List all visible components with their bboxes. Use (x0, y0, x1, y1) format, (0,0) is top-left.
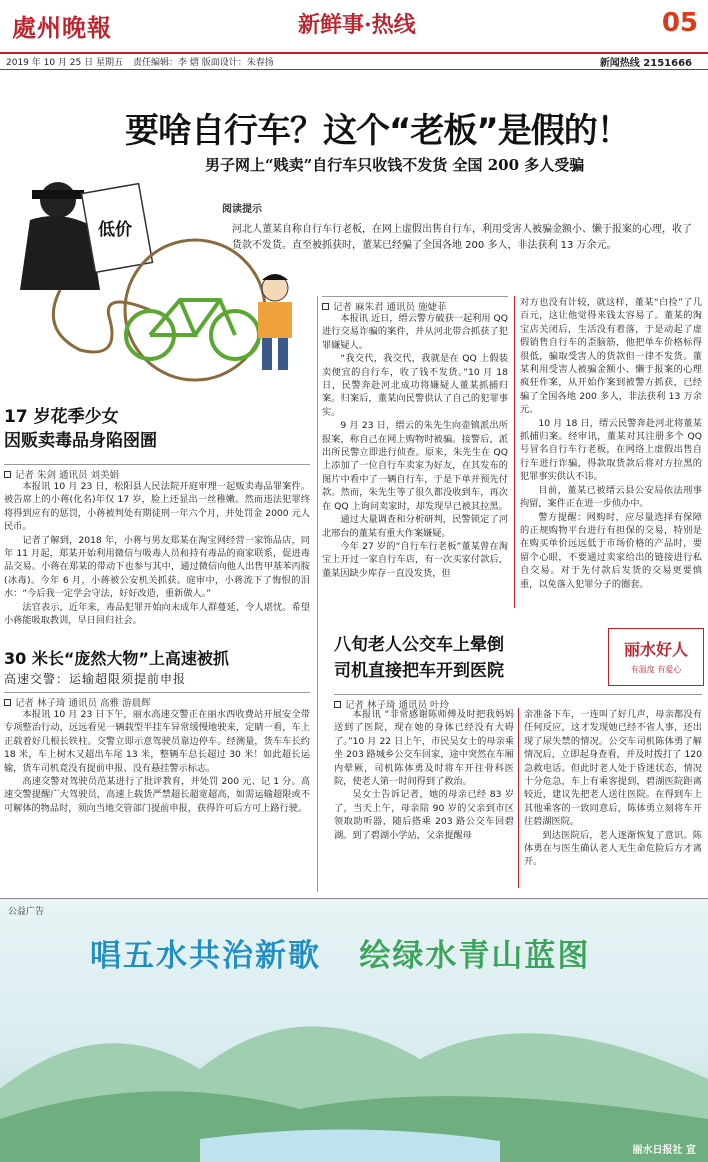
truck-headline: 30 米长“庞然大物”上高速被抓 (4, 649, 229, 668)
main-story-col2: 对方也没有计较，就这样，董某“白捡”了几百元，这让他觉得来钱太容易了。董某的淘宝店关闭后，生活没有着落，于是动起了虚假销售自行车的歪脑筋，他把单车价格标得很低，骗取受害人的货款但一律不发货。董某利用受害人被骗金额小、懒于报案的心理疯狂作案，从开始作案到被警方抓获，已经骗了全国各地 200 多人，非法获利 13 万余元。 10 月 18 日，缙云民警奔赴河北将董某抓捕归案。经审讯，董某对其注册多个 QQ 号冒名自行车行老板，在网络上虚假出售自行车进行诈骗，得款取货款后将对方拉黑的犯罪事实供认不讳。 目前，董某已被缙云县公安局依法刑事拘留，案件正在进一步侦办中。 警方提醒：网购时，应尽量选择有保障的正规购物平台进行有担保的交易，特别是在购买单价远远低于市场价格的产品时，要留个心眼，不要通过卖家给出的链接进行私自交易。对于先付款后发货的交易更要慎重，以免落入犯罪分子的圈套。 (520, 297, 702, 590)
meta-bar (0, 52, 708, 70)
main-subhead: 男子网上“贱卖”自行车只收钱不发货 全国 200 多人受骗 (205, 156, 585, 174)
teen-headline-2: 因贩卖毒品身陷囹圄 (4, 431, 157, 451)
section-divider (317, 296, 318, 892)
price-sign-text: 低价 (98, 220, 132, 240)
ad-slogan (90, 930, 590, 975)
lead-text: 河北人董某自称自行车行老板，在网上虚假出售自行车，利用受害人被骗金额小、懒于报案的心理，收了货款不发货。直至被抓获时，董某已经骗了全国各地 200 多人，非法获利 13 万余元。 (232, 224, 692, 251)
main-headline: 要啥自行车？这个“老板”是假的！ (125, 111, 630, 151)
byline-box-icon (4, 699, 11, 706)
page-number: 05 (661, 8, 698, 38)
badge-title: 丽水好人 (623, 640, 688, 659)
newspaper-logo: 處州晚報 (12, 13, 112, 42)
main-byline: 记者 麻朱君 通讯员 施婕菲 (322, 296, 508, 313)
victim-figure (240, 270, 310, 380)
landscape-illustration (0, 969, 708, 1162)
good-person-badge (608, 628, 704, 686)
bus-headline-1: 八旬老人公交车上晕倒 (334, 635, 504, 655)
issue-date: 2019 年 10 月 25 日 星期五 (6, 58, 123, 68)
truck-story-body: 本报讯 10 月 23 日下午，丽水高速交警正在丽水西收费站开展安全带专项整治行动，远远看见一辆载型半挂车异常缓慢地驶来，定睛一看，车上正载着好几根长铁柱。交警立即示意驾驶员靠边停车。经测量，货车车长约 18 米，车上树木又超出车尾 13 米，整辆车总长超过 30 米！如此超长运输，货车司机竟没有提前申报、没有悬挂警示标志。 高速交警对驾驶员范某进行了批评教育，并处罚 200 元、记 1 分。高速交警提醒广大驾驶员，高速上载货严禁超长超宽超高，如需运输超限或不可解体的物品时，须向当地交管部门提前申报，获得许可后方可上路行驶。 (4, 709, 310, 814)
truck-byline: 记者 林子琦 通讯员 高雅 游晨辉 (4, 692, 310, 709)
column-rule (514, 296, 515, 608)
teen-story-body: 本报讯 10 月 23 日，松阳县人民法院开庭审理一起贩卖毒品罪案件。被告席上的小蒋(化名)年仅 17 岁，脸上还显出一丝稚嫩。然而违法犯罪终将得到应有的惩罚，小蒋被判处有期徒刑一年六个月，并处罚金 2000 元人民币。 记者了解到，2018 年，小蒋与男友郑某在淘宝网经营一家饰品店，同年 11 月起，郑某开始利用微信与吸毒人员和持有毒品的商家联系，促进毒品交易。小蒋在郑某的带动下也参与其中，通过微信向他人出售甲基苯丙胺(冰毒)。今年 6 月，小蒋被公安机关抓获。庭审中，小蒋流下了悔恨的泪水：“今后我一定学会守法，好好改造，重新做人。” 法官表示，近年来，毒品犯罪开始向未成年人群蔓延，令人堪忧。希望小蒋能吸取教训，早日回归社会。 (4, 481, 310, 627)
editors-credit: 责任编辑：李 熠 版面设计：朱春扬 (132, 58, 274, 68)
ad-label: 公益广告 (8, 907, 45, 917)
ad-credit: 丽水日报社 宣 (632, 1145, 696, 1156)
bus-story-col2: 亲准备下车，一连叫了好几声，母亲都没有任何反应，这才发现她已经不省人事，还出现了尿失禁的情况。公交车司机陈体勇了解情况后，立即起身查看，并及时拨打了 120 急救电话。但此时老人处于昏迷状态，情况十分危急，车上有乘客提到，碧湖医院距离较近，建议先把老人送往医院。在得到车上其他乘客的一致同意后，陈体勇立刻将车开往碧湖医院。 到达医院后，老人逐渐恢复了意识。陈体勇在与医生确认老人无生命危险后方才离开。 (524, 709, 702, 868)
column-rule (518, 708, 519, 888)
byline-box-icon (334, 701, 341, 708)
lead-label: 阅读提示 (222, 204, 262, 215)
rope-lasso (53, 290, 150, 352)
teen-byline: 记者 朱剑 通讯员 刘美娟 (4, 464, 310, 481)
byline-box-icon (322, 303, 329, 310)
news-hotline: 新闻热线 2151666 (599, 58, 692, 69)
ad-slogan-part-b: 绘绿水青山蓝图 (359, 938, 591, 974)
bus-headline-2: 司机直接把车开到医院 (334, 661, 504, 681)
main-story-col1: 本报讯 近日，缙云警方破获一起利用 QQ 进行交易诈骗的案件，并从河北带合抓获了犯罪嫌疑人。 “我交代，我交代，我就是在 QQ 上假装卖便宜的自行车，收了钱不发货。”10 月 18 日，民警奔赴河北成功将嫌疑人董某抓捕归案。归案后，董某向民警供认了自己的犯罪事实。 9 月 23 日，缙云的朱先生向壶镇派出所报案，称自己在网上购物时被骗。接警后，派出所民警立即进行侦查。原来，朱先生在 QQ 上添加了一位自行车卖家为好友，在其发布的图片中看中了一辆自行车，于是下单并预先付款。然而，朱先生等了很久都没收到车，再次在 QQ 上询问卖家时，却发现早已被其拉黑。 通过大量调查和分析研判，民警锁定了河北邢台的董某有重大作案嫌疑。 今年 27 岁的“自行车行老板”董某曾在淘宝上开过一家自行车店，有一次买家付款后，董某因缺少库存一直没发货，但 (322, 313, 508, 579)
ad-slogan-part-a: 唱五水共治新歌 (90, 938, 321, 974)
byline-box-icon (4, 471, 11, 478)
badge-subtitle: 有温度 有爱心 (630, 665, 682, 674)
bus-byline: 记者 林子琦 通讯员 叶玲 (334, 694, 702, 711)
lead-box (222, 202, 700, 254)
truck-subhead: 高速交警：运输超限须提前申报 (4, 672, 187, 686)
teen-headline-1: 17 岁花季少女 (4, 407, 119, 427)
section-title: 新鲜事·热线 (298, 12, 416, 38)
bus-story-col1: 本报讯 “非常感谢陈师傅及时把我妈妈送到了医院，现在她的身体已经没有大碍了。”10 月 22 日上午，市民吴女士的母亲乘坐 203 路城乡公交车回家，途中突然在车厢内晕厥，司机陈体勇及时将车开往骨科医院，使老人第一时间得到了救治。 吴女士告诉记者，她的母亲已经 83 岁了，当天上午，母亲陪 90 岁的父亲到市区领取助听器，随后搭乘 203 路公交车回碧湖。到了碧湖小学站，父亲提醒母 (334, 709, 514, 841)
